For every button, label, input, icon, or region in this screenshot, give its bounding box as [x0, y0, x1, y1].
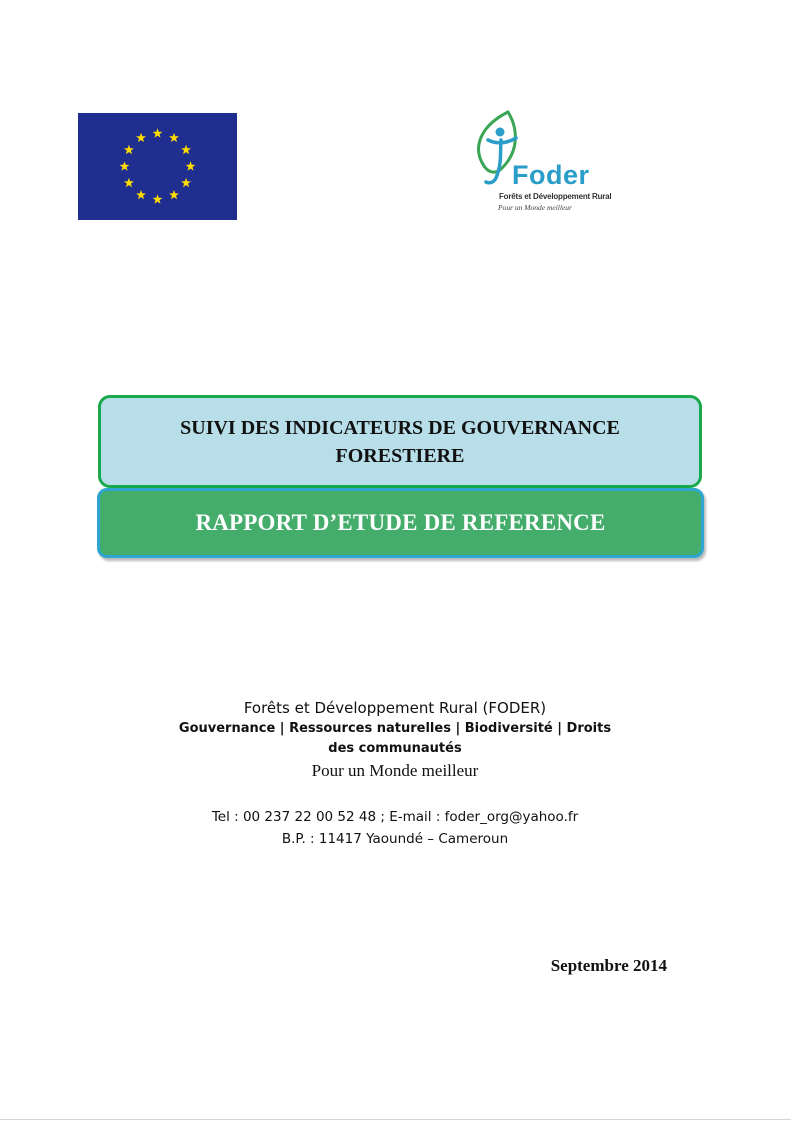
foder-tagline: Pour un Monde meilleur [498, 203, 572, 212]
contact-phone-email: Tel : 00 237 22 00 52 48 ; E-mail : foder_org@yahoo.fr [211, 809, 579, 825]
eu-star-icon [124, 178, 134, 187]
eu-star-icon [186, 161, 196, 170]
publication-date: Septembre 2014 [550, 956, 667, 975]
page-edge-divider [0, 1119, 791, 1120]
foder-wordmark: Foder [512, 160, 590, 190]
contact-address: B.P. : 11417 Yaoundé – Cameroun [281, 831, 509, 847]
eu-star-icon [169, 190, 179, 199]
foder-logo [470, 108, 630, 216]
eu-star-icon [181, 178, 191, 187]
eu-star-icon [120, 161, 130, 170]
eu-star-icon [136, 190, 146, 199]
report-subtitle: RAPPORT D’ETUDE DE REFERENCE [195, 510, 606, 535]
eu-star-icon [136, 133, 146, 142]
subtitle-box [97, 488, 704, 558]
title-box [98, 395, 702, 488]
title-line-1: SUIVI DES INDICATEURS DE GOUVERNANCE [180, 416, 620, 439]
contact-block [150, 806, 640, 850]
organization-block [150, 697, 640, 783]
organization-name: Forêts et Développement Rural (FODER) [243, 699, 547, 717]
eu-star-icon [181, 145, 191, 154]
foder-subtitle: Forêts et Développement Rural [499, 192, 612, 201]
organization-motto: Pour un Monde meilleur [311, 761, 479, 780]
eu-flag-logo [78, 113, 237, 220]
eu-star-icon [169, 133, 179, 142]
eu-stars-icon [78, 113, 237, 220]
eu-star-icon [153, 194, 163, 203]
eu-star-icon [153, 128, 163, 137]
title-line-2: FORESTIERE [335, 444, 465, 467]
eu-star-icon [124, 145, 134, 154]
organization-domains: Gouvernance | Ressources naturelles | Biodiversité | Droits des communautés [178, 721, 612, 756]
